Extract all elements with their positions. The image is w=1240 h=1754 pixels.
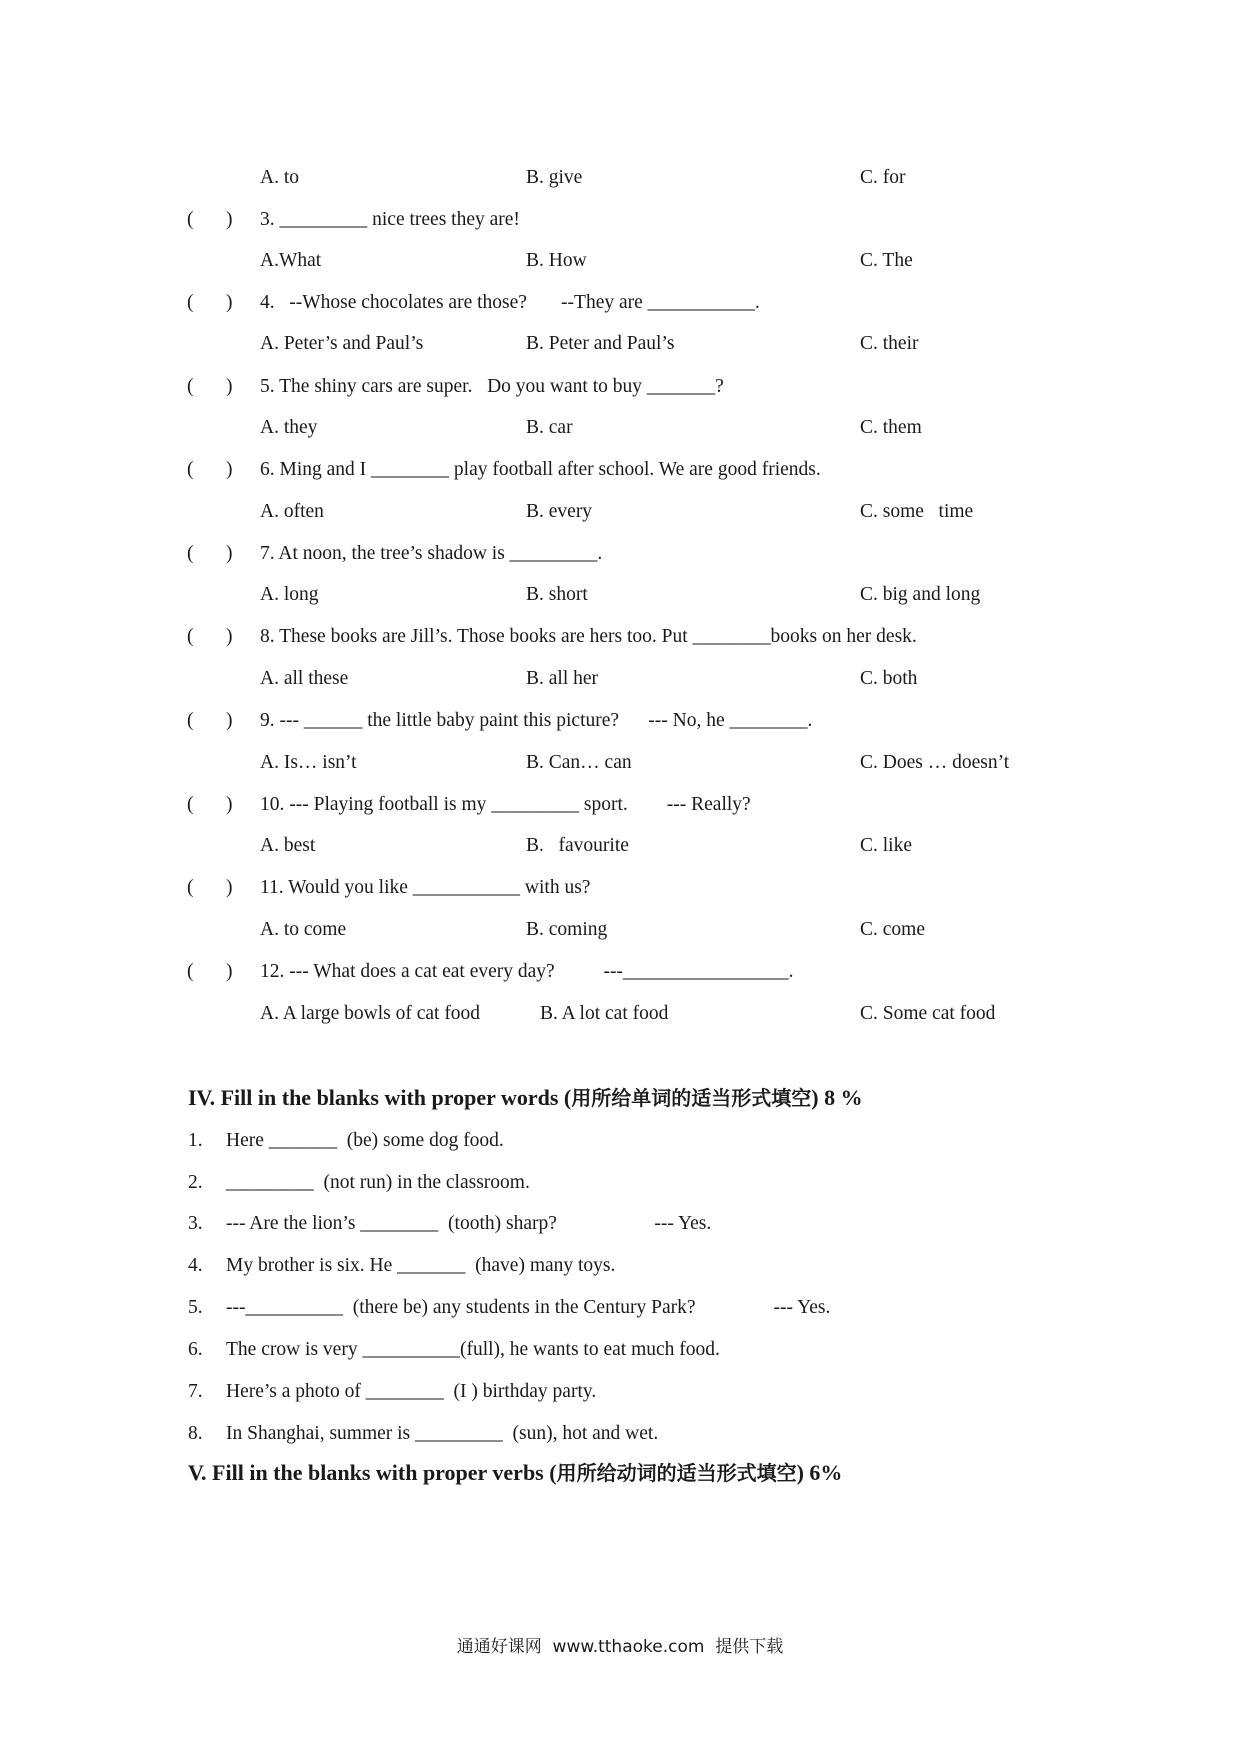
option-b: B. all her — [526, 668, 599, 689]
option-c: C. for — [860, 167, 906, 188]
section-5-heading-cn: 用所给动词的适当形式填空 — [556, 1461, 797, 1485]
options-row — [0, 999, 1240, 1029]
fill-item-number: 1. — [188, 1130, 203, 1151]
fill-item — [0, 1209, 1240, 1239]
option-b: B. Peter and Paul’s — [526, 333, 675, 354]
answer-paren-close: ) — [226, 459, 233, 480]
answer-paren-open: ( — [187, 209, 194, 230]
option-c: C. big and long — [860, 584, 981, 605]
fill-item-text: Here _______ (be) some dog food. — [226, 1130, 504, 1151]
option-a: A. all these — [260, 668, 349, 689]
question-stem: 10. --- Playing football is my _________ sport. --- Really? — [260, 794, 751, 815]
fill-item — [0, 1126, 1240, 1156]
page-footer: 通通好课网 www.tthaoke.com 提供下载 — [456, 1637, 784, 1657]
options-row — [0, 413, 1240, 443]
answer-paren-close: ) — [226, 376, 233, 397]
fill-item-text: My brother is six. He _______ (have) many toys. — [226, 1255, 616, 1276]
fill-item — [0, 1168, 1240, 1198]
question-row — [0, 372, 1240, 402]
answer-paren-close: ) — [226, 543, 233, 564]
question-row — [0, 957, 1240, 987]
options-row — [0, 329, 1240, 359]
option-a: A.What — [260, 250, 322, 271]
answer-paren-close: ) — [226, 961, 233, 982]
answer-paren-close: ) — [226, 794, 233, 815]
question-stem: 3. _________ nice trees they are! — [260, 209, 520, 230]
fill-item-number: 2. — [188, 1172, 203, 1193]
option-b: B. coming — [526, 919, 608, 940]
option-c: C. them — [860, 417, 922, 438]
fill-item-number: 3. — [188, 1213, 203, 1234]
option-b: B. favourite — [526, 835, 629, 856]
fill-item-text: The crow is very __________(full), he wants to eat much food. — [226, 1339, 720, 1360]
question-stem: 4. --Whose chocolates are those? --They are ___________. — [260, 292, 760, 313]
fill-item-text: ---__________ (there be) any students in the Century Park? --- Yes. — [226, 1297, 831, 1318]
options-row — [0, 915, 1240, 945]
options-row — [0, 246, 1240, 276]
question-row — [0, 790, 1240, 820]
question-row — [0, 873, 1240, 903]
option-a: A. to — [260, 167, 299, 188]
fill-item — [0, 1335, 1240, 1365]
fill-item-number: 5. — [188, 1297, 203, 1318]
options-row — [0, 664, 1240, 694]
answer-paren-open: ( — [187, 376, 194, 397]
question-stem: 7. At noon, the tree’s shadow is _________. — [260, 543, 603, 564]
question-row — [0, 205, 1240, 235]
question-stem: 9. --- ______ the little baby paint this picture? --- No, he ________. — [260, 710, 813, 731]
fill-item-number: 6. — [188, 1339, 203, 1360]
options-row — [0, 748, 1240, 778]
option-c: C. The — [860, 250, 913, 271]
question-row — [0, 622, 1240, 652]
answer-paren-open: ( — [187, 459, 194, 480]
fill-item — [0, 1377, 1240, 1407]
option-a: A. best — [260, 835, 316, 856]
fill-item-text: _________ (not run) in the classroom. — [226, 1172, 530, 1193]
option-a: A. often — [260, 501, 324, 522]
section-4-heading-tail: ) 8 % — [811, 1085, 863, 1110]
option-b: B. short — [526, 584, 588, 605]
option-c: C. their — [860, 333, 919, 354]
fill-item-text: Here’s a photo of ________ (I ) birthday party. — [226, 1381, 597, 1402]
question-stem: 12. --- What does a cat eat every day? ---_________________. — [260, 961, 794, 982]
question-row — [0, 539, 1240, 569]
option-b: B. Can… can — [526, 752, 632, 773]
option-c: C. both — [860, 668, 918, 689]
option-b: B. every — [526, 501, 593, 522]
answer-paren-open: ( — [187, 961, 194, 982]
question-stem: 8. These books are Jill’s. Those books are hers too. Put ________books on her desk. — [260, 626, 917, 647]
option-b: B. give — [526, 167, 583, 188]
option-c: C. some time — [860, 501, 974, 522]
fill-item-number: 4. — [188, 1255, 203, 1276]
option-c: C. Some cat food — [860, 1003, 996, 1024]
answer-paren-close: ) — [226, 626, 233, 647]
answer-paren-open: ( — [187, 710, 194, 731]
option-a: A. Peter’s and Paul’s — [260, 333, 424, 354]
option-a: A. Is… isn’t — [260, 752, 357, 773]
options-row — [0, 580, 1240, 610]
question-stem: 11. Would you like ___________ with us? — [260, 877, 591, 898]
option-a: A. long — [260, 584, 319, 605]
option-a: A. they — [260, 417, 318, 438]
fill-item-text: --- Are the lion’s ________ (tooth) sharp? --- Yes. — [226, 1213, 712, 1234]
answer-paren-open: ( — [187, 794, 194, 815]
answer-paren-close: ) — [226, 209, 233, 230]
options-row-q2 — [0, 163, 1240, 193]
question-row — [0, 288, 1240, 318]
question-row — [0, 455, 1240, 485]
section-5-heading-en: V. Fill in the blanks with proper verbs ( — [188, 1460, 557, 1485]
option-b: B. car — [526, 417, 573, 438]
option-a: A. to come — [260, 919, 347, 940]
question-row — [0, 706, 1240, 736]
answer-paren-open: ( — [187, 543, 194, 564]
answer-paren-close: ) — [226, 292, 233, 313]
option-a: A. A large bowls of cat food — [260, 1003, 481, 1024]
question-stem: 6. Ming and I ________ play football after school. We are good friends. — [260, 459, 821, 480]
fill-item-text: In Shanghai, summer is _________ (sun), hot and wet. — [226, 1423, 659, 1444]
option-c: C. like — [860, 835, 912, 856]
option-b: B. A lot cat food — [540, 1003, 669, 1024]
option-c: C. come — [860, 919, 925, 940]
fill-item — [0, 1251, 1240, 1281]
section-5-heading-tail: ) 6% — [796, 1460, 843, 1485]
answer-paren-close: ) — [226, 710, 233, 731]
option-c: C. Does … doesn’t — [860, 752, 1010, 773]
section-5-heading — [188, 1456, 842, 1490]
options-row — [0, 497, 1240, 527]
answer-paren-open: ( — [187, 877, 194, 898]
options-row — [0, 831, 1240, 861]
answer-paren-close: ) — [226, 877, 233, 898]
fill-item-number: 8. — [188, 1423, 203, 1444]
fill-item — [0, 1293, 1240, 1323]
fill-item-number: 7. — [188, 1381, 203, 1402]
section-4-heading-en: IV. Fill in the blanks with proper words ( — [188, 1085, 572, 1110]
question-stem: 5. The shiny cars are super. Do you want to buy _______? — [260, 376, 724, 397]
fill-item — [0, 1419, 1240, 1449]
section-4-heading — [188, 1081, 863, 1115]
section-4-heading-cn: 用所给单词的适当形式填空 — [571, 1086, 812, 1110]
answer-paren-open: ( — [187, 626, 194, 647]
answer-paren-open: ( — [187, 292, 194, 313]
option-b: B. How — [526, 250, 587, 271]
